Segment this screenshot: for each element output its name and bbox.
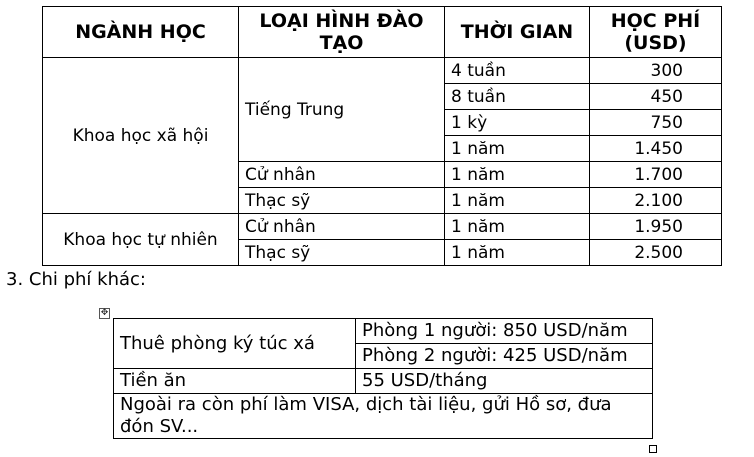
fee-cell: 300 [590, 58, 722, 84]
fee-cell: 450 [590, 84, 722, 110]
table-row [114, 319, 653, 344]
time-cell: 1 năm [445, 162, 590, 188]
table-resize-handle[interactable] [649, 445, 657, 453]
tuition-table [42, 6, 722, 266]
time-cell: 1 năm [445, 188, 590, 214]
food-value: 55 USD/tháng [356, 369, 653, 394]
table-header-row [43, 7, 722, 58]
dorm-double: Phòng 2 người: 425 USD/năm [356, 344, 653, 369]
dorm-label: Thuê phòng ký túc xá [114, 319, 356, 369]
fee-cell: 1.450 [590, 136, 722, 162]
header-type: LOẠI HÌNH ĐÀO TẠO [239, 7, 445, 58]
fee-cell: 1.700 [590, 162, 722, 188]
other-costs-heading: 3. Chi phí khác: [6, 269, 146, 290]
type-cell: Tiếng Trung [239, 58, 445, 162]
time-cell: 1 năm [445, 240, 590, 266]
dorm-single: Phòng 1 người: 850 USD/năm [356, 319, 653, 344]
type-cell: Cử nhân [239, 214, 445, 240]
time-cell: 8 tuần [445, 84, 590, 110]
food-label: Tiền ăn [114, 369, 356, 394]
fee-cell: 2.500 [590, 240, 722, 266]
other-note: Ngoài ra còn phí làm VISA, dịch tài liệu, gửi Hồ sơ, đưa đón SV... [114, 394, 653, 439]
header-major: NGÀNH HỌC [43, 7, 239, 58]
major-cell: Khoa học tự nhiên [43, 214, 239, 266]
other-costs-table [113, 318, 653, 439]
table-row [43, 58, 722, 84]
table-row [114, 394, 653, 439]
fee-cell: 1.950 [590, 214, 722, 240]
header-fee: HỌC PHÍ (USD) [590, 7, 722, 58]
table-row [114, 369, 653, 394]
type-cell: Cử nhân [239, 162, 445, 188]
fee-cell: 750 [590, 110, 722, 136]
time-cell: 1 năm [445, 136, 590, 162]
type-cell: Thạc sỹ [239, 188, 445, 214]
time-cell: 4 tuần [445, 58, 590, 84]
type-cell: Thạc sỹ [239, 240, 445, 266]
time-cell: 1 kỳ [445, 110, 590, 136]
time-cell: 1 năm [445, 214, 590, 240]
major-cell: Khoa học xã hội [43, 58, 239, 214]
header-time: THỜI GIAN [445, 7, 590, 58]
table-row [43, 214, 722, 240]
move-handle-icon[interactable]: ✥ [100, 308, 109, 318]
fee-cell: 2.100 [590, 188, 722, 214]
